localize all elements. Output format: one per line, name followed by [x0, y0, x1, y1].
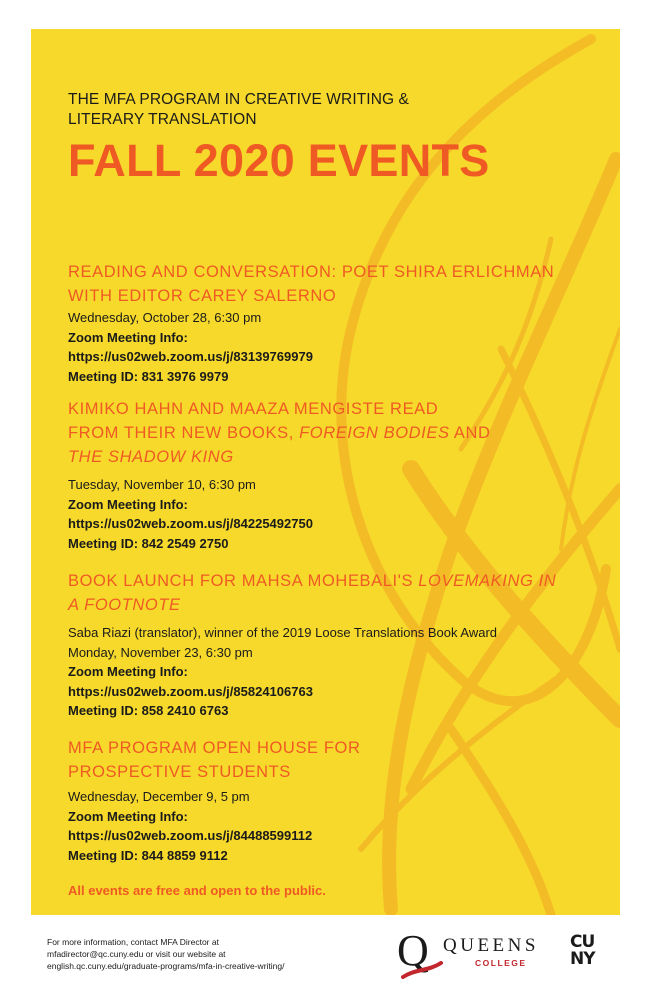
- event-card-open-house: [68, 736, 613, 865]
- zoom-link[interactable]: https://us02web.zoom.us/j/83139769979: [68, 349, 313, 364]
- event-card-hahn-mengiste: [68, 397, 613, 553]
- meeting-id: Meeting ID: 858 2410 6763: [68, 703, 229, 718]
- event-title: [68, 569, 613, 593]
- contact-line: For more information, contact MFA Director at: [47, 937, 219, 947]
- page-title: FALL 2020 EVENTS: [68, 135, 490, 186]
- public-note: All events are free and open to the public.: [68, 883, 326, 898]
- book-title: THE SHADOW KING: [68, 448, 234, 466]
- event-title: PROSPECTIVE STUDENTS: [68, 763, 291, 781]
- event-card-mohebali: [68, 569, 613, 721]
- poster: [31, 29, 620, 915]
- meeting-id: Meeting ID: 831 3976 9979: [68, 368, 229, 384]
- event-date: Tuesday, November 10, 6:30 pm: [68, 477, 256, 492]
- poster-content: [68, 90, 613, 898]
- zoom-label: Zoom Meeting Info:: [68, 329, 188, 345]
- event-title: KIMIKO HAHN AND MAAZA MENGISTE READ: [68, 400, 439, 418]
- event-title: [68, 593, 613, 617]
- program-name: THE MFA PROGRAM IN CREATIVE WRITING & LITERARY TRANSLATION: [68, 91, 409, 128]
- cuny-bottom: NY: [570, 949, 595, 969]
- contact-email-line[interactable]: mfadirector@qc.cuny.edu or visit our website at: [47, 949, 226, 959]
- event-title-text: AND: [449, 424, 491, 442]
- meeting-id: Meeting ID: 844 8859 9112: [68, 847, 228, 863]
- zoom-label: Zoom Meeting Info:: [68, 808, 188, 824]
- zoom-link[interactable]: https://us02web.zoom.us/j/85824106763: [68, 683, 313, 699]
- event-title-text: BOOK LAUNCH FOR MAHSA MOHEBALI'S: [68, 572, 419, 590]
- zoom-link[interactable]: https://us02web.zoom.us/j/84225492750: [68, 516, 313, 531]
- queens-college-logo: [395, 925, 565, 987]
- book-title: A FOOTNOTE: [68, 596, 181, 614]
- queens-college-label: COLLEGE: [475, 958, 527, 968]
- zoom-label: Zoom Meeting Info:: [68, 496, 188, 512]
- book-title: LOVEMAKING IN: [418, 572, 557, 590]
- event-title: [68, 421, 613, 445]
- event-date: Wednesday, October 28, 6:30 pm: [68, 310, 262, 325]
- contact-info: [47, 936, 367, 972]
- event-card-erlichman: [68, 260, 613, 386]
- queens-q-letter: Q: [397, 926, 429, 975]
- website-link[interactable]: english.qc.cuny.edu/graduate-programs/mfa-in-creative-writing/: [47, 961, 285, 971]
- event-title: MFA PROGRAM OPEN HOUSE FOR: [68, 739, 361, 757]
- event-date: Wednesday, December 9, 5 pm: [68, 789, 250, 804]
- queens-name: QUEENS: [443, 935, 539, 956]
- zoom-link[interactable]: https://us02web.zoom.us/j/84488599112: [68, 828, 313, 843]
- zoom-label: Zoom Meeting Info:: [68, 664, 188, 679]
- event-title-text: FROM THEIR NEW BOOKS,: [68, 424, 300, 442]
- queens-q-mark: [395, 925, 443, 987]
- cuny-logo: [570, 934, 606, 978]
- event-title: READING AND CONVERSATION: POET SHIRA ERLICHMAN: [68, 263, 555, 281]
- meeting-id: Meeting ID: 842 2549 2750: [68, 535, 229, 551]
- event-title: [68, 445, 613, 469]
- cuny-top: CU: [570, 932, 595, 952]
- book-title: FOREIGN BODIES: [299, 424, 450, 442]
- event-date: Monday, November 23, 6:30 pm: [68, 644, 253, 660]
- event-title: WITH EDITOR CAREY SALERNO: [68, 287, 337, 305]
- event-note: Saba Riazi (translator), winner of the 2019 Loose Translations Book Award: [68, 625, 497, 640]
